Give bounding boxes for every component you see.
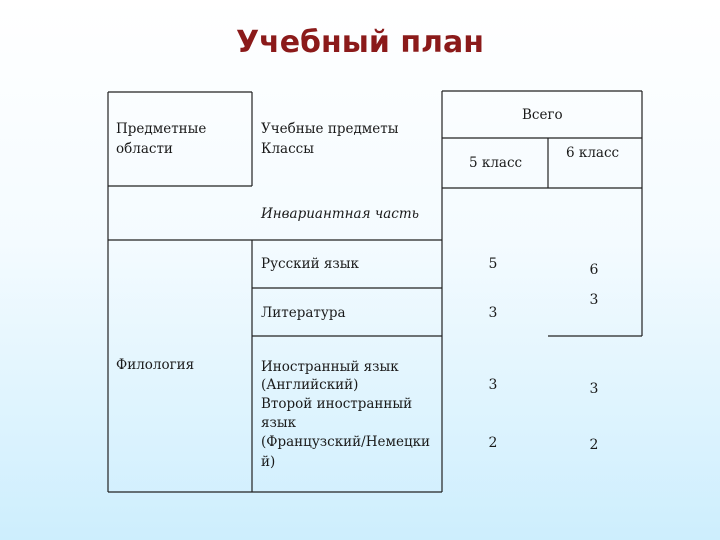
row-second-foreign-subject-line3: (Французский/Немецки [261,434,431,450]
row-foreign-subject-line1: Иностранный язык [261,359,399,375]
header-subjects-line1: Учебные предметы [261,121,399,137]
header-grade-5: 5 класс [469,155,523,171]
row-literature-grade5: 3 [488,305,498,321]
row-second-foreign-subject-line2: язык [261,415,297,431]
row-literature-grade6: 3 [589,292,599,308]
row-second-foreign-subject-line4: й) [261,454,276,470]
header-total: Всего [522,107,563,123]
header-grade-6: 6 класс [566,145,620,161]
row-second-foreign-subject-line1: Второй иностранный [261,396,413,412]
area-label: Филология [116,357,195,373]
row-literature-subject: Литература [261,305,346,321]
header-area-line1: Предметные [116,121,207,137]
row-russian-subject: Русский язык [261,256,359,272]
row-russian-grade6: 6 [589,262,599,278]
header-subjects-line2: Классы [261,141,314,157]
row-foreign-grade6: 3 [589,381,599,397]
page-title: Учебный план [235,25,484,60]
row-foreign-subject-line2: (Английский) [261,377,359,393]
row-foreign-grade5: 3 [488,377,498,393]
section-label: Инвариантная часть [261,206,419,222]
row-second-foreign-grade6: 2 [589,437,599,453]
row-second-foreign-grade5: 2 [488,435,498,451]
row-russian-grade5: 5 [488,256,498,272]
header-area-line2: области [116,141,173,157]
